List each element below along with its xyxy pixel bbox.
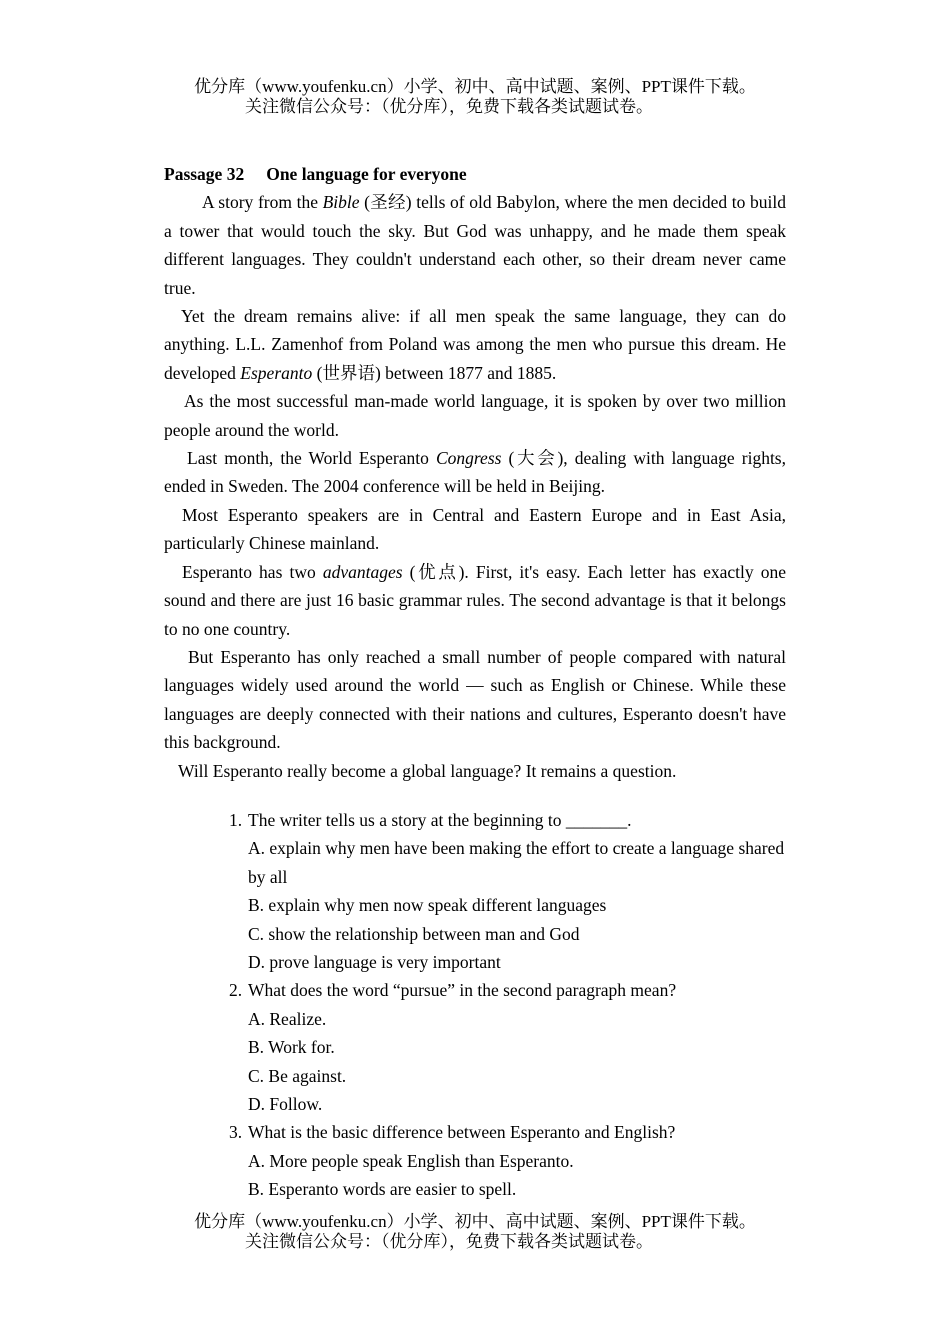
question-stem (229, 1118, 789, 1146)
paragraph-text: As the most successful man-made world language, it is spoken by over two million people around the world. (164, 391, 786, 440)
question-3 (229, 1118, 789, 1203)
paragraph-text: (世界语) between 1877 and 1885. (312, 362, 557, 383)
paragraph-4 (164, 444, 786, 501)
option-c: C. show the relationship between man and God (248, 923, 580, 944)
passage-heading (164, 160, 786, 188)
question-list (229, 806, 789, 1204)
question-text: What does the word “pursue” in the second paragraph mean? (248, 980, 677, 1001)
question-stem (229, 976, 789, 1004)
question-text: What is the basic difference between Esperanto and English? (248, 1122, 676, 1143)
question-number: 2. (229, 980, 243, 1001)
italic-term: Bible (322, 192, 360, 213)
question-number: 3. (229, 1122, 243, 1143)
paragraph-text: (大会), dealing with language rights, ended in Sweden. The 2004 conference will be held in Beijing. (164, 448, 786, 497)
page-header (0, 77, 950, 117)
passage (164, 160, 786, 785)
paragraph-1 (164, 188, 786, 302)
option-b: B. explain why men now speak different languages (248, 895, 607, 916)
italic-term: Congress (435, 448, 502, 469)
paragraph-text: Most Esperanto speakers are in Central and Eastern Europe and in East Asia, particularly Chinese mainland. (164, 504, 786, 554)
paragraph-2 (164, 302, 786, 387)
italic-term: Esperanto (240, 362, 313, 383)
paragraph-text: Esperanto has two (182, 561, 323, 582)
paragraph-text: But Esperanto has only reached a small number of people compared with natural languages widely used around the world — such as English or Chinese. While these languages are deeply connected with their nations and cultures, Esperanto doesn't have this background. (164, 646, 786, 753)
passage-label: Passage 32 (164, 164, 245, 184)
paragraph-text: Will Esperanto really become a global language? It remains a question. (178, 760, 677, 781)
question-1 (229, 806, 789, 976)
paragraph-text: Last month, the World Esperanto (187, 448, 436, 469)
paragraph-5 (164, 501, 786, 558)
option-a: A. More people speak English than Esperanto. (248, 1150, 574, 1171)
paragraph-6 (164, 558, 786, 643)
paragraph-8 (164, 757, 786, 785)
paragraph-text: (圣经) tells of old Babylon, where the men decided to build a tower that would touch the sky. But God was unhappy, and he made them speak different languages. They couldn't understand each other, so their dream never came true. (164, 192, 786, 298)
footer-line-2: 关注微信公众号：（优分库），免费下载各类试题试卷。 (245, 1232, 653, 1251)
question-2 (229, 976, 789, 1118)
header-line-1: 优分库（www.youfenku.cn）小学、初中、高中试题、案例、PPT课件下载。 (194, 77, 756, 96)
footer-line-1: 优分库（www.youfenku.cn）小学、初中、高中试题、案例、PPT课件下载。 (194, 1212, 756, 1231)
italic-term: advantages (322, 561, 403, 582)
paragraph-text: A story from the (202, 192, 323, 213)
option-b: B. Esperanto words are easier to spell. (248, 1179, 517, 1200)
page-footer (0, 1212, 950, 1252)
option-d: D. Follow. (248, 1094, 323, 1115)
option-d: D. prove language is very important (248, 952, 501, 973)
question-number: 1. (229, 810, 243, 830)
paragraph-text: (优点). First, it's easy. Each letter has exactly one sound and there are just 16 basic grammar rules. The second advantage is that it belongs to no one country. (164, 561, 786, 639)
option-c: C. Be against. (248, 1065, 347, 1086)
paragraph-text: Yet the dream remains alive: if all men speak the same language, they can do anything. L.L. Zamenhof from Poland was among the men who pursue this dream. He developed (164, 306, 786, 383)
paragraph-3 (164, 387, 786, 444)
option-b: B. Work for. (248, 1037, 335, 1058)
option-a: A. Realize. (248, 1008, 327, 1029)
paragraph-7 (164, 643, 786, 757)
question-text: The writer tells us a story at the beginning to _______. (248, 810, 632, 830)
header-line-2: 关注微信公众号：（优分库），免费下载各类试题试卷。 (245, 97, 653, 116)
question-stem (229, 806, 789, 834)
option-a: A. explain why men have been making the effort to create a language shared by all (248, 838, 785, 887)
passage-title: One language for everyone (266, 164, 467, 184)
